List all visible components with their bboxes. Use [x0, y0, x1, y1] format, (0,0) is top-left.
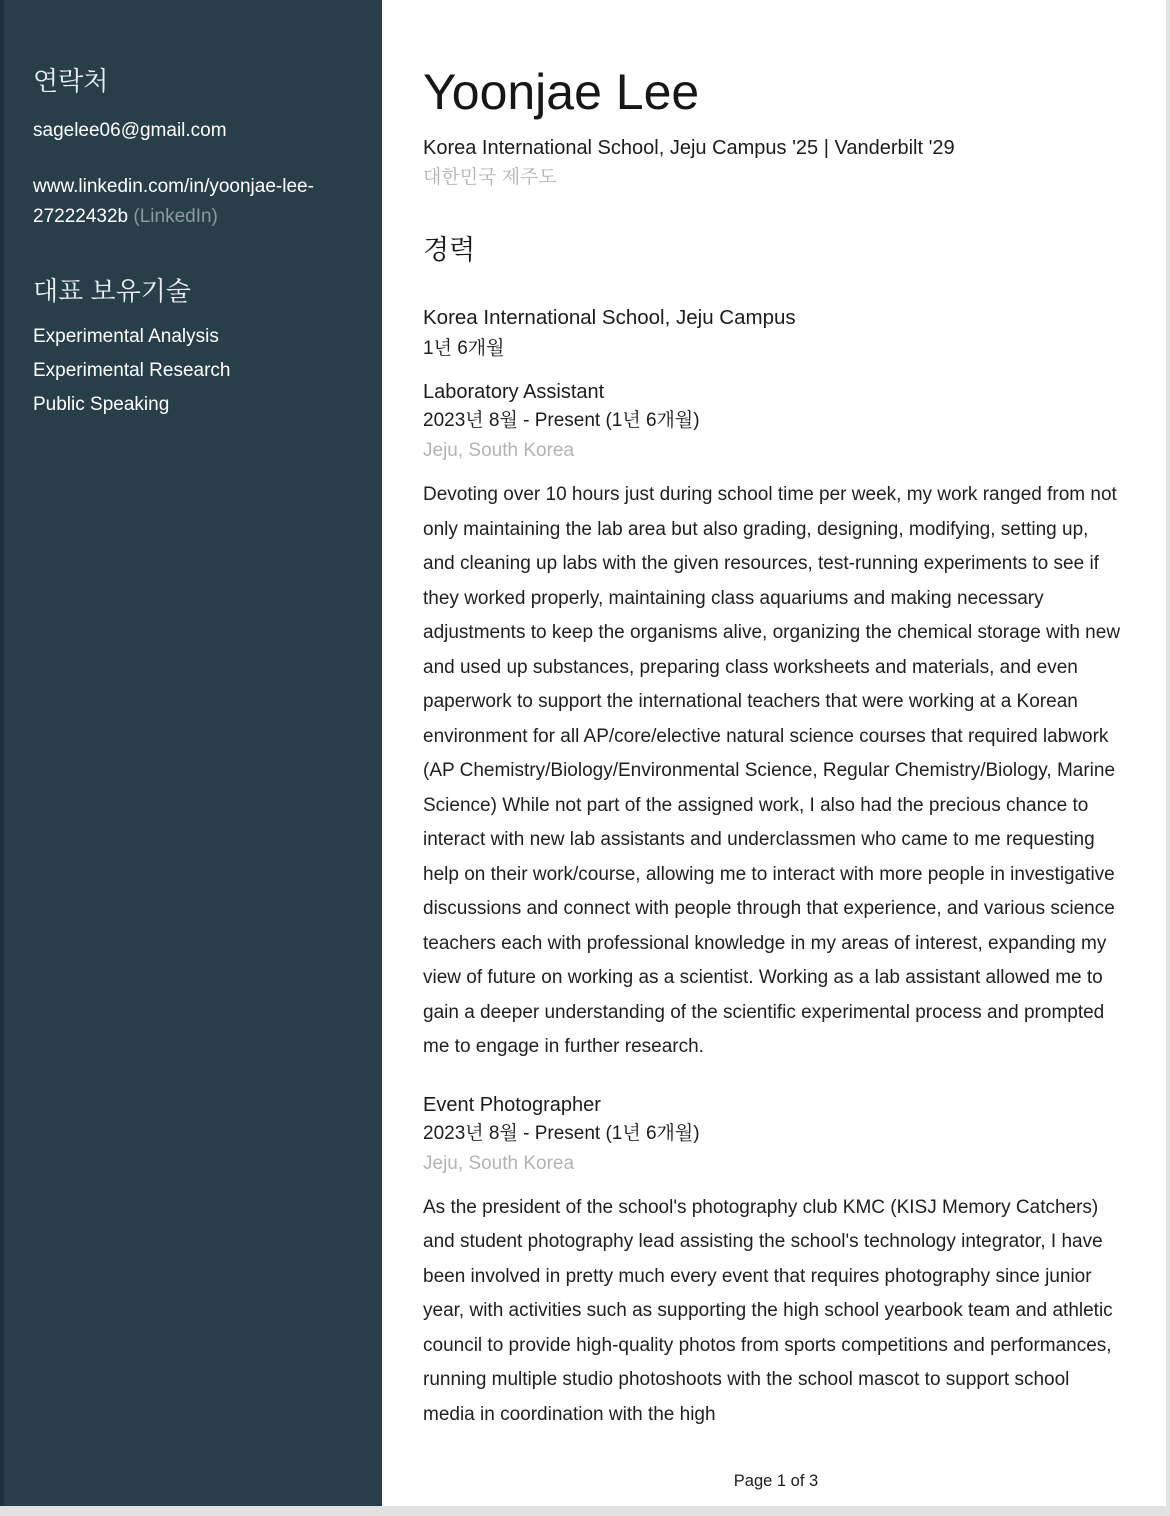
- role-description: As the president of the school's photography club KMC (KISJ Memory Catchers) and student photography lead assisting the school's technology integrator, I have been involved in pretty much every event that requires photography since junior year, with activities such as supporting the high school yearbook team and athletic council to provide high-quality photos from sports competitions and performances, running multiple studio photoshoots with the school mascot to support school media in coordination with the high: [423, 1196, 1113, 1425]
- profile-location: 대한민국 제주도: [423, 167, 557, 188]
- profile-headline: Korea International School, Jeju Campus '25 | Vanderbilt '29: [423, 137, 955, 159]
- role-description: Devoting over 10 hours just during school time per week, my work ranged from not only maintaining the lab area but also grading, designing, modifying, setting up, and cleaning up labs with the given resources, test-running experiments to see if they worked properly, maintaining class aquariums and making necessary adjustments to keep the organisms alive, organizing the chemical storage with new and used up substances, preparing class worksheets and materials, and even paperwork to support the international teachers that were working at a Korean environment for all AP/core/elective natural science courses that required labwork (AP Chemistry/Biology/Environmental Science, Regular Chemistry/Biology, Marine Science) While not part of the assigned work, I also had the precious chance to interact with new lab assistants and underclassmen who came to me requesting help on their work/course, allowing me to interact with more people in investigative discussions and connect with people through that experience, and various science teachers each with professional knowledge in my areas of interest, expanding my view of future on working as a scientist. Working as a lab assistant allowed me to gain a deeper understanding of the scientific experimental process and prompted me to engage in further research.: [423, 484, 1121, 1057]
- role-block: [423, 1091, 1125, 1433]
- role-location: Jeju, South Korea: [423, 440, 575, 461]
- skill-item: Public Speaking: [33, 394, 170, 415]
- page-indicator: Page 1 of 3: [386, 1470, 1166, 1492]
- profile-name: Yoonjae Lee: [423, 64, 700, 120]
- linkedin-url[interactable]: www.linkedin.com/in/yoonjae-lee-27222432b: [33, 176, 314, 227]
- role-title: Laboratory Assistant: [423, 381, 605, 403]
- skill-item: Experimental Research: [33, 360, 231, 381]
- sidebar: [0, 0, 382, 1506]
- company-duration: 1년 6개월: [423, 338, 505, 359]
- main-content: [382, 0, 1166, 1506]
- linkedin-link-block: [33, 172, 325, 232]
- contact-email[interactable]: sagelee06@gmail.com: [33, 120, 227, 141]
- role-block: [423, 378, 1125, 1065]
- skill-item: Experimental Analysis: [33, 326, 219, 347]
- role-dates: 2023년 8월 - Present (1년 6개월): [423, 1122, 700, 1144]
- linkedin-label: (LinkedIn): [133, 206, 218, 227]
- role-title: Event Photographer: [423, 1093, 601, 1116]
- contact-heading: 연락처: [33, 66, 109, 96]
- role-dates: 2023년 8월 - Present (1년 6개월): [423, 410, 700, 431]
- company-name: Korea International School, Jeju Campus: [423, 306, 796, 329]
- skills-heading: 대표 보유기술: [33, 276, 191, 306]
- experience-section-heading: 경력: [423, 235, 476, 265]
- skills-list: [33, 320, 325, 422]
- role-location: Jeju, South Korea: [423, 1152, 575, 1174]
